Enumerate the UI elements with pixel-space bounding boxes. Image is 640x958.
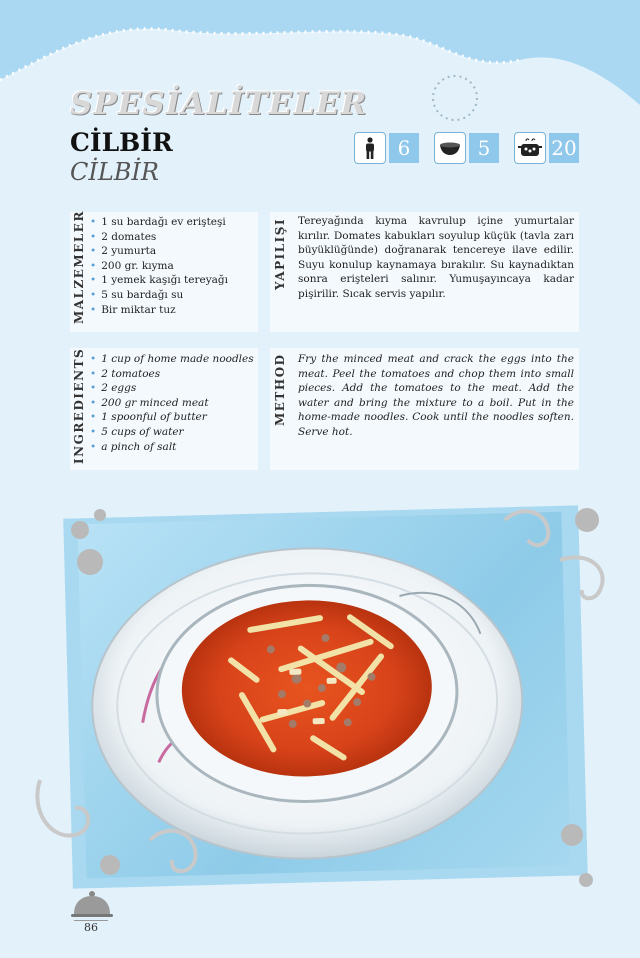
- turkish-ingredients-panel: [70, 212, 258, 332]
- list-item: • 2 tomatoes: [90, 367, 254, 382]
- list-item: • 5 su bardağı su: [90, 288, 228, 303]
- turkish-method-panel: [270, 212, 579, 332]
- turkish-method-text: Tereyağında kıyma kavrulup içine yumurtalar kırılır. Domates kabukları soyulup küçük (tavla zarı büyüklüğünde) doğranarak tencereye ilave edilir. Suyu konulup kaynamaya bırakılır. Su kaynadıktan sonra erişteleri salınır. Yumuşayıncaya kadar pişirilir. Sıcak servis yapılır.: [298, 215, 574, 300]
- swirl-decoration: [0, 490, 640, 930]
- list-item: • Bir miktar tuz: [90, 303, 228, 318]
- servings-value: 6: [389, 133, 419, 163]
- person-icon: [354, 132, 386, 164]
- list-item: • 1 su bardağı ev erişteşi: [90, 215, 228, 230]
- turkish-ingredients-label: MALZEMELER: [72, 210, 86, 324]
- list-item: • 200 gr. kıyma: [90, 259, 228, 274]
- list-item: • 5 cups of water: [90, 425, 254, 440]
- dish-title: CİLBİR: [70, 128, 173, 157]
- dish-subtitle: CİLBİR: [70, 158, 159, 186]
- list-item: • 2 eggs: [90, 381, 254, 396]
- cloche-icon: [70, 890, 114, 920]
- page-number: 86: [74, 920, 108, 934]
- list-item: • 2 domates: [90, 230, 228, 245]
- list-item: • 1 yemek kaşığı tereyağı: [90, 273, 228, 288]
- list-item: • a pinch of salt: [90, 440, 254, 455]
- pot-icon: [514, 132, 546, 164]
- english-method-text: Fry the minced meat and crack the eggs into the meat. Peel the tomatoes and chop them into small pieces. Add the tomatoes to the meat. Add the water and bring the mixture to a boil. Put in the home-made noodles. Cook until the noodles soften. Serve hot.: [298, 353, 574, 438]
- english-method-panel: [270, 348, 579, 470]
- list-item: • 200 gr minced meat: [90, 396, 254, 411]
- english-method-label: METHOD: [273, 353, 287, 426]
- servings-stat: [354, 133, 419, 163]
- prep-stat: [434, 133, 499, 163]
- cook-value: 20: [549, 133, 579, 163]
- english-ingredients-panel: [70, 348, 258, 470]
- english-ingredients-label: INGREDIENTS: [72, 347, 86, 464]
- list-item: • 2 yumurta: [90, 244, 228, 259]
- cook-stat: [514, 133, 579, 163]
- english-ingredient-list: [90, 352, 254, 454]
- turkish-method-label: YAPILIŞI: [273, 217, 287, 290]
- bowl-icon: [434, 132, 466, 164]
- section-title: SPESİALİTELER: [70, 86, 368, 122]
- list-item: • 1 spoonful of butter: [90, 410, 254, 425]
- prep-value: 5: [469, 133, 499, 163]
- turkish-ingredient-list: [90, 215, 228, 317]
- list-item: • 1 cup of home made noodles: [90, 352, 254, 367]
